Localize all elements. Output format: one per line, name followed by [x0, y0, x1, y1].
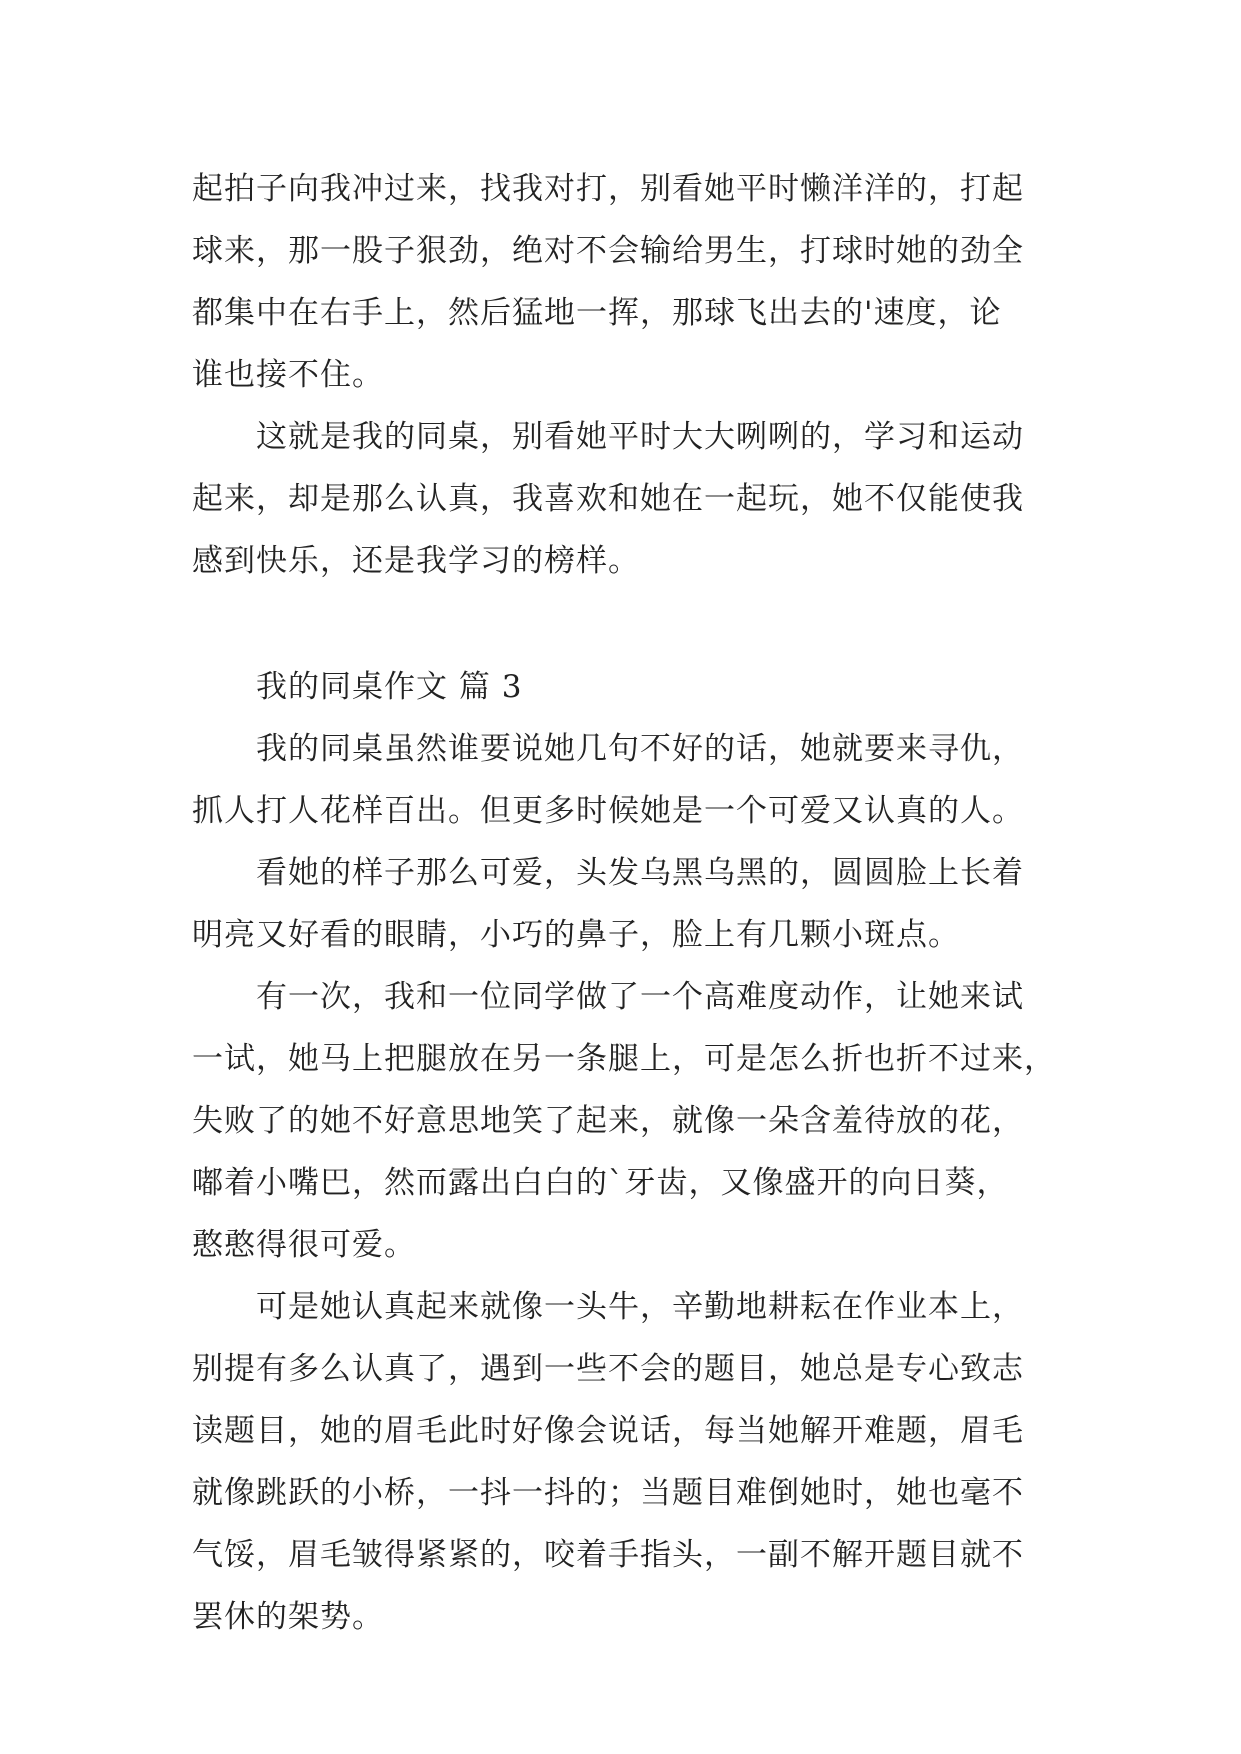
- text-line: 有一次，我和一位同学做了一个高难度动作，让她来试: [256, 979, 1024, 1015]
- text-line: 罢休的架势。: [192, 1599, 384, 1635]
- document-body: [192, 158, 1072, 1648]
- paragraph-4: [192, 842, 1072, 966]
- text-line: 别提有多么认真了，遇到一些不会的题目，她总是专心致志: [192, 1351, 1024, 1387]
- text-line: 就像跳跃的小桥，一抖一抖的；当题目难倒她时，她也毫不: [192, 1475, 1024, 1511]
- text-line: 起来，却是那么认真，我喜欢和她在一起玩，她不仅能使我: [192, 481, 1024, 517]
- paragraph-5: [192, 966, 1072, 1276]
- text-line: 起拍子向我冲过来，找我对打，别看她平时懒洋洋的，打起: [192, 171, 1024, 207]
- text-line: 读题目，她的眉毛此时好像会说话，每当她解开难题，眉毛: [192, 1413, 1024, 1449]
- text-line: 失败了的她不好意思地笑了起来，就像一朵含羞待放的花，: [192, 1103, 1024, 1139]
- text-line: 憨憨得很可爱。: [192, 1227, 416, 1263]
- text-line: 我的同桌虽然谁要说她几句不好的话，她就要来寻仇，: [256, 731, 1024, 767]
- section-heading: 我的同桌作文 篇 3: [256, 669, 523, 705]
- section-heading-block: [192, 656, 1072, 718]
- text-line: 谁也接不住。: [192, 357, 384, 393]
- text-line: 这就是我的同桌，别看她平时大大咧咧的，学习和运动: [256, 419, 1024, 455]
- section-gap: [192, 592, 1072, 656]
- text-line: 明亮又好看的眼睛，小巧的鼻子，脸上有几颗小斑点。: [192, 917, 960, 953]
- paragraph-2: [192, 406, 1072, 592]
- text-line: 看她的样子那么可爱，头发乌黑乌黑的，圆圆脸上长着: [256, 855, 1024, 891]
- text-line: 球来，那一股子狠劲，绝对不会输给男生，打球时她的劲全: [192, 233, 1024, 269]
- text-line: 感到快乐，还是我学习的榜样。: [192, 543, 640, 579]
- text-line: 气馁，眉毛皱得紧紧的，咬着手指头，一副不解开题目就不: [192, 1537, 1024, 1573]
- paragraph-1: [192, 158, 1072, 406]
- text-line: 嘟着小嘴巴，然而露出白白的`牙齿，又像盛开的向日葵，: [192, 1165, 1009, 1201]
- text-line: 一试，她马上把腿放在另一条腿上，可是怎么折也折不过来，: [192, 1041, 1056, 1077]
- text-line: 可是她认真起来就像一头牛，辛勤地耕耘在作业本上，: [256, 1289, 1024, 1325]
- text-line: 抓人打人花样百出。但更多时候她是一个可爱又认真的人。: [192, 793, 1024, 829]
- paragraph-3: [192, 718, 1072, 842]
- text-line: 都集中在右手上，然后猛地一挥，那球飞出去的'速度，论: [192, 295, 1002, 331]
- paragraph-6: [192, 1276, 1072, 1648]
